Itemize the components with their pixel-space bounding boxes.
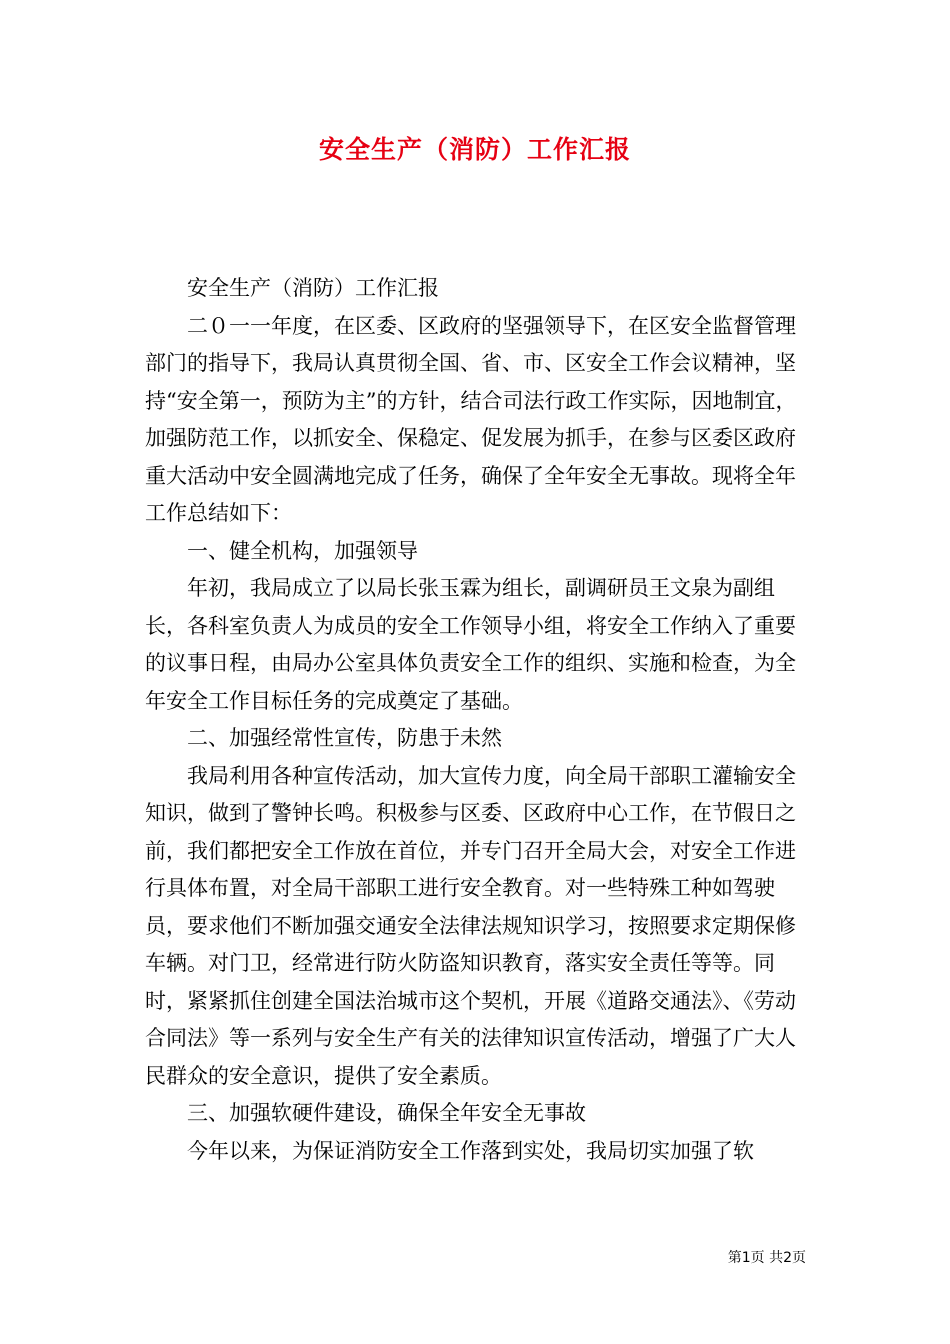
paragraph-heading: 安全生产（消防）工作汇报 bbox=[187, 276, 439, 300]
paragraph-section-2: 我局利用各种宣传活动，加大宣传力度，向全局干部职工灌输安全知识，做到了警钟长鸣。积极参与区委、区政府中心工作，在节假日之前，我们都把安全工作放在首位，并专门召开全局大会，对安全工作进行具体布置，对全局干部职工进行安全教育。对一些特殊工种如驾驶员，要求他们不断加强交通安全法律法规知识学习，按照要求定期保修车辆。对门卫，经常进行防火防盗知识教育，落实安全责任等等。同时，紧紧抓住创建全国法治城市这个契机，开展《道路交通法》、《劳动合同法》等一系列与安全生产有关的法律知识宣传活动，增强了广大人民群众的安全意识，提供了安全素质。 bbox=[145, 763, 796, 1088]
page-number-footer: 第1页 共2页 bbox=[727, 1250, 806, 1266]
paragraph-intro: 二０一一年度，在区委、区政府的坚强领导下，在区安全监督管理部门的指导下，我局认真贯彻全国、省、市、区安全工作会议精神，坚持“安全第一，预防为主”的方针，结合司法行政工作实际，因地制宜，加强防范工作，以抓安全、保稳定、促发展为抓手，在参与区委区政府重大活动中安全圆满地完成了任务，确保了全年安全无事故。现将全年工作总结如下： bbox=[145, 313, 797, 525]
document-body bbox=[145, 270, 810, 1170]
section-heading-2: 二、加强经常性宣传，防患于未然 bbox=[187, 726, 502, 750]
document-title: 安全生产（消防）工作汇报 bbox=[318, 135, 631, 164]
section-heading-1: 一、健全机构，加强领导 bbox=[187, 538, 418, 563]
paragraph-section-1: 年初，我局成立了以局长张玉霖为组长，副调研员王文泉为副组长，各科室负责人为成员的安全工作领导小组，将安全工作纳入了重要的议事日程，由局办公室具体负责安全工作的组织、实施和检查，为全年安全工作目标任务的完成奠定了基础。 bbox=[145, 576, 796, 713]
paragraph-section-3: 今年以来，为保证消防安全工作落到实处，我局切实加强了软 bbox=[187, 1138, 754, 1163]
section-heading-3: 三、加强软硬件建设，确保全年安全无事故 bbox=[187, 1101, 586, 1125]
